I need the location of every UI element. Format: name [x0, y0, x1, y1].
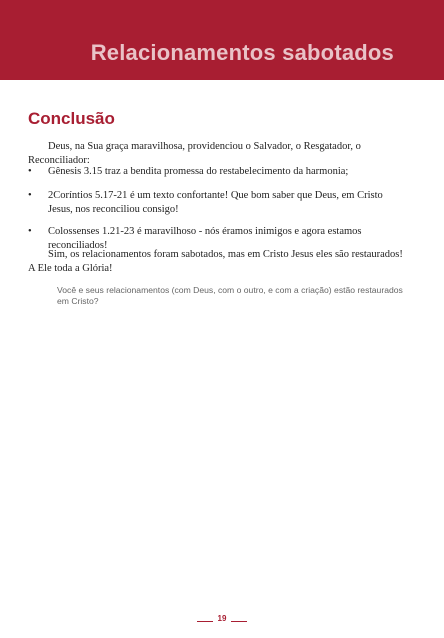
intro-paragraph: Deus, na Sua graça maravilhosa, providenciou o Salvador, o Resgatador, o Reconciliador:: [28, 141, 361, 166]
reflection-question: Você e seus relacionamentos (com Deus, com o outro, e com a criação) estão restaurados em Cristo?: [57, 285, 403, 306]
bullet-symbol: •: [28, 166, 32, 177]
closing-paragraph: Sim, os relacionamentos foram sabotados, mas em Cristo Jesus eles são restaurados! A Ele toda a Glória!: [28, 249, 403, 274]
section-title: Conclusão: [28, 109, 115, 128]
page-footer: [0, 614, 444, 628]
bullet-symbol: •: [28, 190, 32, 201]
bullet-text: Gênesis 3.15 traz a bendita promessa do restabelecimento da harmonia;: [48, 166, 349, 177]
page-header-title: Relacionamentos sabotados: [90, 40, 394, 65]
header-band: [0, 0, 444, 80]
footer-rule-right: [231, 621, 247, 622]
bullet-text: 2Coríntios 5.17-21 é um texto confortante! Que bom saber que Deus, em Cristo Jesus, nos reconciliou consigo!: [48, 190, 383, 215]
bullet-text: Colossenses 1.21-23 é maravilhoso - nós éramos inimigos e agora estamos reconciliados!: [48, 226, 362, 251]
bullet-symbol: •: [28, 226, 32, 237]
page-number: 19: [217, 614, 227, 623]
